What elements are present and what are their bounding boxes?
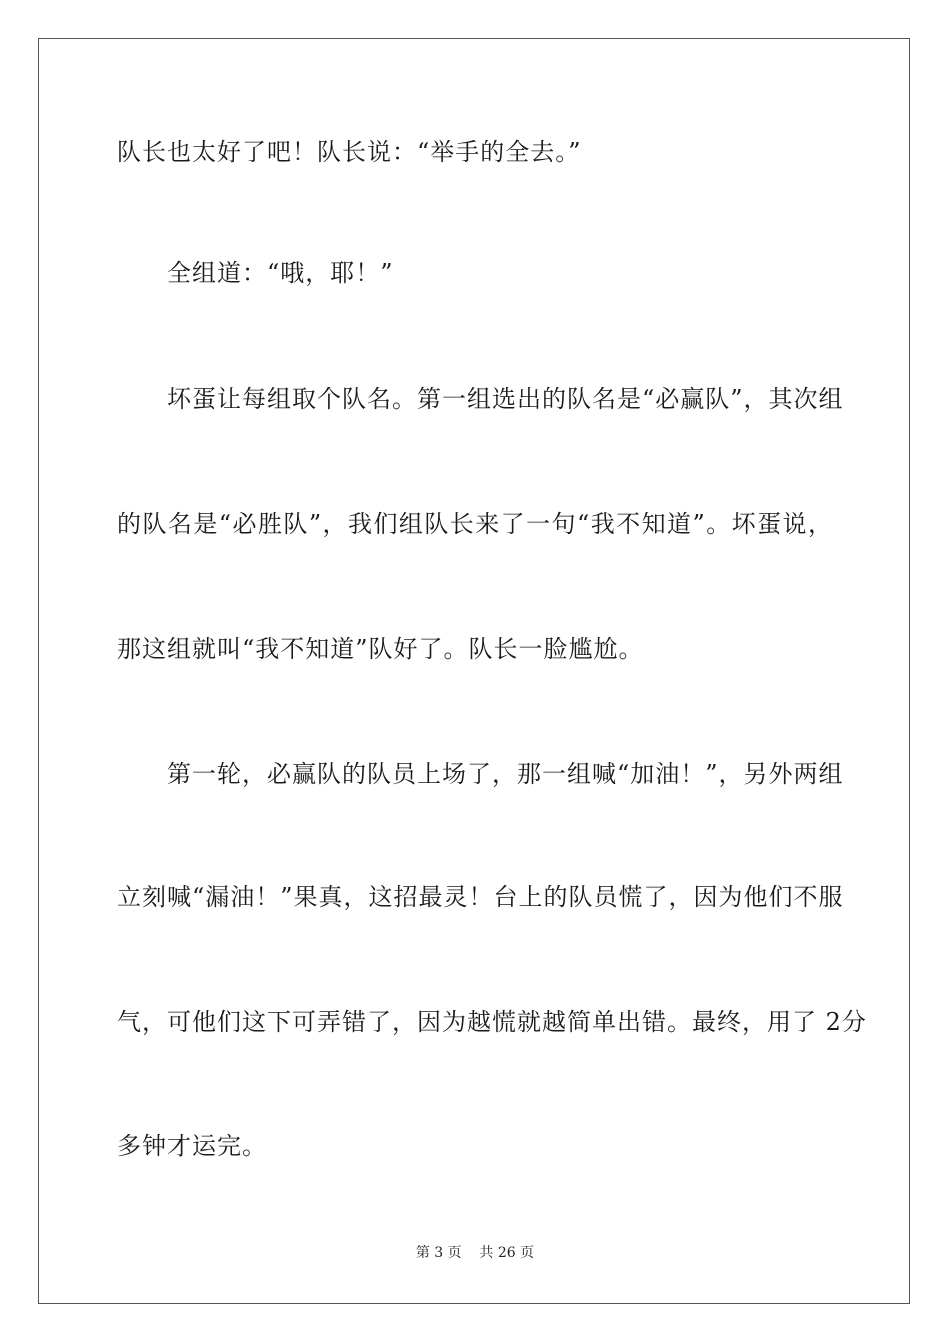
text-line-3: 坏蛋让每组取个队名。第一组选出的队名是“必赢队”，其次组 — [117, 385, 844, 413]
text-line-4: 的队名是“必胜队”，我们组队长来了一句“我不知道”。坏蛋说， — [117, 510, 833, 538]
text-line-1: 队长也太好了吧！队长说：“举手的全去。” — [117, 138, 582, 166]
page-footer: 第 3 页 共 26 页 — [415, 1245, 535, 1261]
text-line-2: 全组道：“哦，耶！” — [117, 259, 394, 287]
text-line-5: 那这组就叫“我不知道”队好了。队长一脸尴尬。 — [117, 635, 644, 663]
page-border — [38, 38, 910, 1304]
text-line-9: 多钟才运完。 — [117, 1132, 267, 1160]
text-line-8: 气，可他们这下可弄错了，因为越慌就越简单出错。最终，用了 2分 — [117, 1008, 867, 1036]
text-line-7: 立刻喊“漏油！”果真，这招最灵！台上的队员慌了，因为他们不服 — [117, 883, 844, 911]
text-line-6: 第一轮，必赢队的队员上场了，那一组喊“加油！”，另外两组 — [117, 760, 844, 788]
